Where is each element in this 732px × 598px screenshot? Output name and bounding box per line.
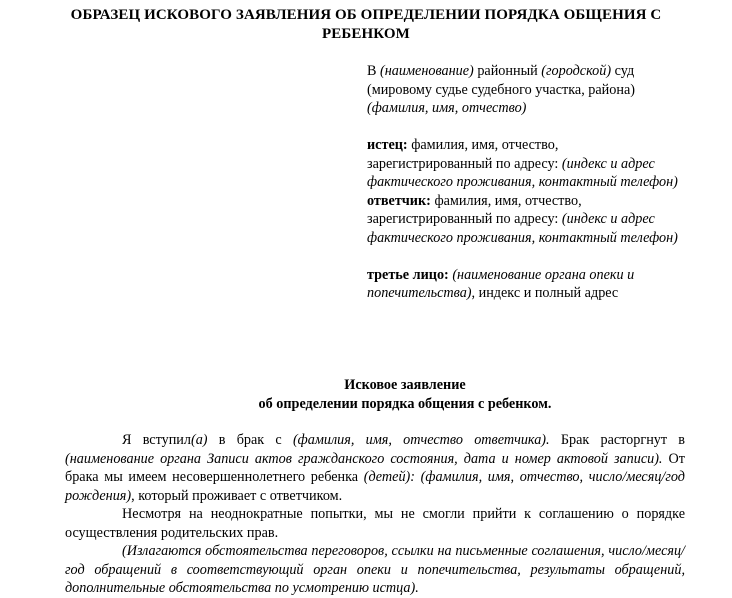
third-party-address: , индекс и полный адрес [471, 285, 619, 301]
plaintiff-block [367, 136, 697, 192]
defendant-address-label: зарегистрированный по адресу: [367, 211, 562, 227]
heading-line-1: Исковое заявление [344, 377, 466, 393]
defendant-hint: (индекс и адрес фактического проживания, контактный телефон) [367, 211, 678, 246]
p3-hint: (Излагаются обстоятельства переговоров, ссылки на письменные соглашения, число/месяц/год обращений в соответствующий орган опеки и попечительства, результаты обращений, дополнительные обстоятельства по усмотрению истца). [65, 543, 685, 596]
plaintiff-name: фамилия, имя, отчество, [407, 137, 559, 153]
heading-line-2: об определении порядка общения с ребенком. [258, 395, 552, 412]
court-mid: районный [473, 63, 542, 79]
claim-heading [0, 376, 732, 413]
defendant-name: фамилия, имя, отчество, [430, 192, 582, 209]
p1-text: , который проживает с ответчиком. [131, 487, 343, 504]
defendant-block [367, 192, 697, 248]
plaintiff-hint: (индекс и адрес фактического проживания, контактный телефон) [367, 155, 678, 190]
judge-name-hint: (фамилия, имя, отчество) [367, 100, 527, 116]
court-name-hint: (наименование) [380, 63, 474, 79]
p1-text: От брака мы имеем несовершеннолетнего ребенка [65, 450, 685, 485]
claim-body [65, 431, 685, 598]
p1-text: Я вступил [122, 432, 191, 448]
court-line [367, 62, 697, 81]
title-line-1: ОБРАЗЕЦ ИСКОВОГО ЗАЯВЛЕНИЯ ОБ ОПРЕДЕЛЕНИИ ПОРЯДКА ОБЩЕНИЯ С [70, 7, 662, 23]
plaintiff-label: истец: [367, 137, 408, 153]
court-line-2: (мировому судье судебного участка, района) [367, 81, 635, 98]
address-block [367, 62, 697, 303]
p1-text: в брак с [207, 432, 293, 448]
p1-text: Брак расторгнут в [549, 432, 686, 448]
p1-hint: (детей): (фамилия, имя, отчество, число/месяц/год рождения) [65, 469, 685, 504]
court-line-3 [367, 99, 697, 118]
third-party-block [367, 266, 697, 303]
court-prefix: В [367, 63, 381, 79]
third-party-hint: (наименование органа опеки и попечительства) [367, 266, 635, 301]
title-line-2: РЕБЕНКОМ [322, 26, 410, 42]
court-city-hint: (городской) [541, 63, 612, 79]
court-suffix: суд [611, 63, 635, 79]
p1-hint: (фамилия, имя, отчество ответчика). [292, 432, 550, 448]
paragraph-2: Несмотря на неоднократные попытки, мы не смогли прийти к соглашению о порядке осуществления родительских прав. [65, 506, 685, 541]
p1-hint: (наименование органа Записи актов гражданского состояния, дата и номер актовой записи). [65, 450, 663, 467]
p1-hint: (а) [190, 432, 208, 448]
defendant-label: ответчик: [367, 192, 431, 209]
paragraph-3 [65, 542, 685, 598]
document-title [0, 6, 732, 44]
paragraph-1 [65, 431, 685, 505]
third-party-label: третье лицо: [367, 266, 449, 283]
plaintiff-address-label: зарегистрированный по адресу: [367, 155, 562, 172]
